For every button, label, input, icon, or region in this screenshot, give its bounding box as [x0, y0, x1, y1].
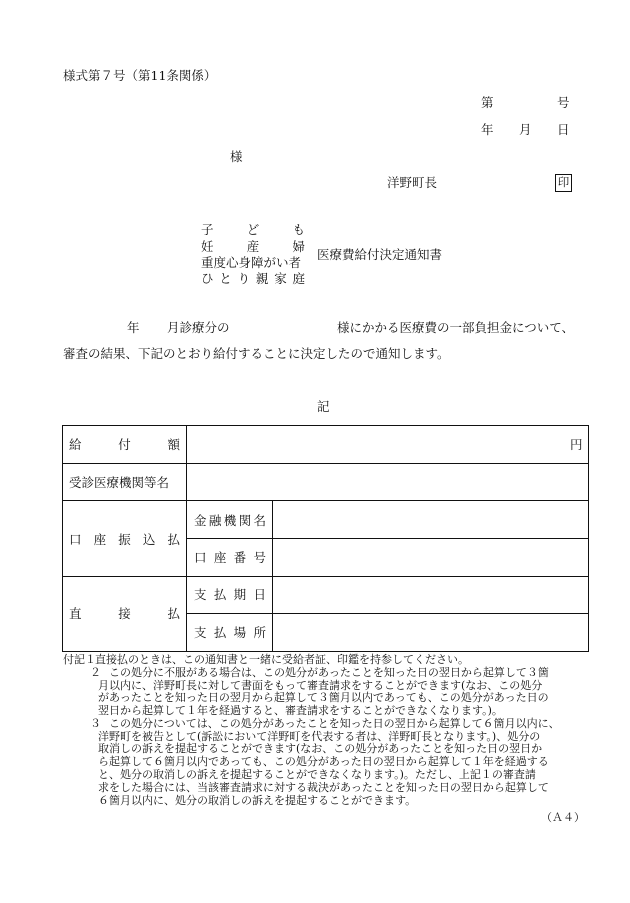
- treatment-year: 年: [127, 320, 140, 335]
- note-3-line: ６箇月以内に、処分の取消しの訴えを提起することができます。: [98, 794, 417, 807]
- label-account-number: 口 座 番 号: [194, 550, 266, 565]
- note-2-number: ２: [90, 666, 101, 679]
- label-bank-transfer: 口 座 振 込 払: [69, 532, 180, 547]
- note-3-line: 取消しの訴えを提起することができます(なお、この処分があったことを知った日の翌日か: [98, 742, 543, 755]
- date-day: 日: [557, 122, 570, 137]
- seal-stamp-box: 印: [555, 174, 572, 192]
- label-payment-place: 支 払 場 所: [194, 625, 266, 640]
- note-2-line: この処分に不服がある場合は、この処分があったことを知った日の翌日から起算して３箇: [109, 666, 549, 679]
- label-medical-institution: 受診医療機関等名: [69, 475, 170, 490]
- category-child: 子 ど も: [201, 222, 305, 237]
- note-3-line: ら起算して６箇月以内であっても、この処分があった日の翌日から起算して１年を経過する: [98, 755, 549, 768]
- date-year: 年: [481, 122, 494, 137]
- label-direct-payment: 直 接 払: [69, 606, 180, 621]
- note-3-number: ３: [90, 717, 101, 730]
- category-pregnant: 妊 産 婦: [201, 239, 305, 254]
- note-3-line: 洋野町を被告として(訴訟において洋野町を代表する者は、洋野町長となります。)、処分の: [98, 730, 541, 743]
- number-prefix: 第: [481, 95, 494, 110]
- form-number: 様式第７号（第11条関係）: [63, 68, 217, 83]
- note-2-line: があったことを知った日の翌月から起算して３箇月以内であっても、この処分があった日の: [98, 691, 549, 704]
- note-3-line: と、処分の取消しの訴えを提起することができなくなります。)。ただし、上記１の審査請: [98, 768, 536, 781]
- label-bank-name: 金 融 機 関 名: [194, 513, 266, 528]
- issuer-name: 洋野町長: [387, 175, 438, 190]
- notes-label: 付記１: [63, 653, 96, 666]
- recipient-honorific: 様: [230, 149, 243, 164]
- note-2-line: 翌日から起算して１年を経過すると、審査請求をすることができなくなります。)。: [98, 704, 503, 717]
- body-line-2: 審査の結果、下記のとおり給付することに決定したので通知します。: [63, 346, 450, 361]
- label-payment-date: 支 払 期 日: [194, 587, 266, 602]
- label-payment-amount: 給 付 額: [69, 437, 180, 452]
- yen-unit: 円: [570, 437, 583, 452]
- number-suffix: 号: [557, 95, 570, 110]
- date-month: 月: [519, 122, 532, 137]
- treatment-month: 月診療分の: [167, 320, 230, 335]
- category-disabled: 重度心身障がい者: [201, 255, 302, 270]
- note-3-line: 求をした場合には、当該審査請求に対する裁決があったことを知った日の翌日から起算して: [98, 781, 549, 794]
- note-3-line: この処分については、この処分があったことを知った日の翌日から起算して６箇月以内に、: [109, 717, 560, 730]
- note-1: 直接払のときは、この通知書と一緒に受給者証、印鑑を持参してください。: [95, 653, 469, 666]
- body-line-1: 様にかかる医療費の一部負担金について、: [337, 320, 575, 335]
- document-title: 医療費給付決定通知書: [317, 247, 443, 262]
- paper-size-mark: （Ａ４）: [541, 811, 585, 824]
- note-2-line: 月以内に、洋野町長に対して書面をもって審査請求をすることができます(なお、この処分: [98, 679, 543, 692]
- ki-heading: 記: [317, 399, 330, 414]
- category-single-parent: ひ と り 親 家 庭: [201, 271, 305, 286]
